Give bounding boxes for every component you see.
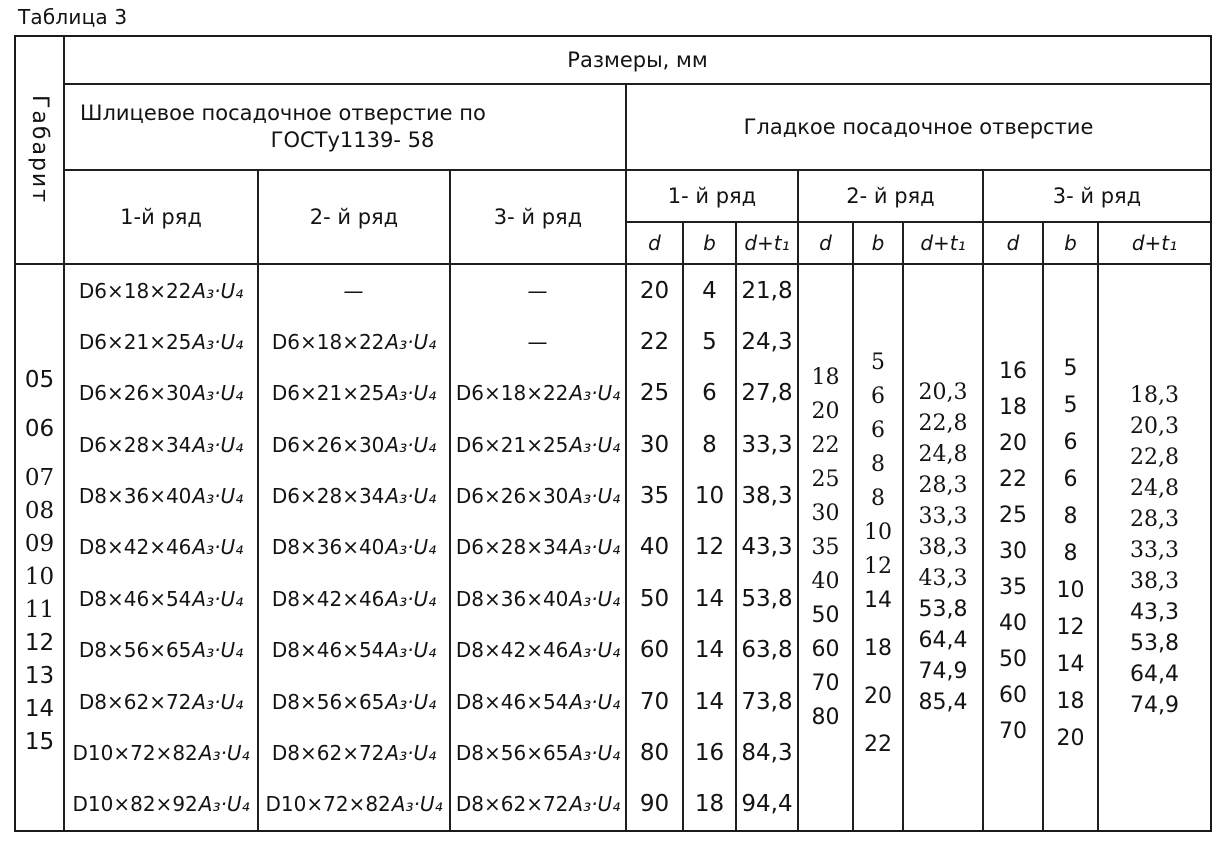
designation-fit-suffix: A₃·U₄ [569, 740, 621, 765]
dim-value: 60 [639, 637, 670, 664]
designation-fit-suffix: A₃·U₄ [385, 432, 437, 457]
designation-base: D8×42×46 [455, 638, 569, 663]
dim-value: 35 [811, 534, 840, 560]
dim-value: 6 [1063, 430, 1078, 455]
spline-designation [259, 265, 449, 316]
designation-fit-suffix: A₃·U₄ [385, 740, 437, 765]
dim-value: 43,3 [741, 534, 793, 561]
spline-row-header-2: 2- й ряд [259, 171, 451, 265]
spline-designation [259, 727, 449, 778]
designation-fit-suffix: A₃·U₄ [192, 586, 244, 611]
designation-base: D8×56×65 [455, 740, 569, 765]
dim-value: 18,3 [1130, 383, 1179, 408]
dim-value: 21,8 [741, 277, 793, 304]
gabarit-value: 06 [24, 415, 55, 442]
dim-value: 24,8 [918, 442, 968, 467]
gabarit-value: 12 [24, 629, 55, 656]
dim-value: 5 [702, 329, 717, 356]
designation-base: D6×28×34 [271, 484, 385, 509]
designation-base: D6×18×22 [455, 381, 569, 406]
dim-value: 22 [999, 466, 1027, 492]
spline-section-line1: Шлицевое посадочное отверстие по [80, 101, 486, 125]
spline-designation [451, 419, 625, 470]
dim-value: 53,8 [918, 597, 968, 622]
dim-value: 28,3 [1130, 507, 1179, 532]
dim-value: 8 [871, 485, 885, 511]
gabarit-value: 09 [24, 530, 55, 557]
dim-value: 22 [811, 432, 840, 458]
dim-value: 22,8 [1130, 445, 1179, 470]
spline-designation [259, 676, 449, 727]
spline-designation [65, 522, 257, 573]
dim-value: 38,3 [918, 535, 968, 560]
dim-value: 70 [811, 670, 840, 696]
dim-value: 20 [999, 430, 1027, 456]
designation-base: D8×46×54 [78, 586, 192, 611]
smooth-r2-b-column [854, 265, 904, 830]
smooth-r2-dt-column [904, 265, 984, 830]
spline-designation [451, 625, 625, 676]
dim-value: 43,3 [918, 566, 968, 591]
dim-value: 14 [694, 637, 725, 664]
dim-value: 33,3 [918, 504, 968, 529]
dim-value: 25 [999, 502, 1027, 528]
spline-designation [451, 265, 625, 316]
designation-fit-suffix: A₃·U₄ [385, 330, 437, 355]
designation-base: D10×72×82 [265, 792, 391, 817]
spline-designation [259, 368, 449, 419]
dim-value: 14 [694, 688, 725, 715]
dim-value: 12 [864, 553, 892, 579]
dim-value: 27,8 [741, 380, 793, 407]
designation-base: D8×46×54 [271, 638, 385, 663]
spline-section-header [65, 85, 627, 171]
spline-designation [451, 573, 625, 624]
gabarit-value: 11 [24, 596, 55, 623]
designation-fit-suffix: A₃·U₄ [192, 278, 244, 303]
dim-value: 6 [702, 380, 717, 407]
dim-value: 18 [694, 791, 725, 818]
spline-col-2 [259, 265, 451, 830]
dim-value: 20 [811, 398, 840, 424]
smooth-row-header-2: 2- й ряд [799, 171, 984, 223]
spline-designation [451, 727, 625, 778]
designation-base: D8×56×65 [271, 689, 385, 714]
spline-designation [65, 419, 257, 470]
designation-fit-suffix: A₃·U₄ [569, 535, 621, 560]
dim-value: 10 [1056, 578, 1085, 603]
dim-value: 50 [811, 602, 840, 628]
dim-value: 50 [999, 646, 1027, 672]
dim-value: 60 [999, 682, 1027, 708]
dim-value: 6 [1063, 467, 1078, 492]
gabarit-value: 14 [24, 695, 55, 722]
spline-designation [259, 573, 449, 624]
designation-base: D6×21×25 [455, 432, 569, 457]
dim-value: 4 [702, 277, 717, 304]
designation-fit-suffix: A₃·U₄ [385, 381, 437, 406]
spline-designation [259, 419, 449, 470]
smooth-r3-b-column [1044, 265, 1099, 830]
dim-value: 90 [639, 791, 670, 818]
dim-value: 14 [1056, 652, 1085, 677]
dim-value: 53,8 [741, 585, 793, 612]
dim-value: 6 [871, 383, 885, 409]
dim-value: 85,4 [918, 690, 968, 715]
dim-value: 43,3 [1130, 600, 1179, 625]
spline-designation [259, 316, 449, 367]
gabarit-value: 08 [24, 497, 55, 524]
designation-base: D8×36×40 [271, 535, 385, 560]
smooth-row-header-1: 1- й ряд [627, 171, 799, 223]
dim-value: 64,4 [1130, 662, 1179, 687]
designation-base: D6×28×34 [78, 432, 192, 457]
spline-designation [259, 625, 449, 676]
designation-fit-suffix: A₃·U₄ [385, 689, 437, 714]
spline-designation [259, 779, 449, 830]
designation-fit-suffix: A₃·U₄ [569, 484, 621, 509]
spline-designation [65, 265, 257, 316]
designation-fit-suffix: A₃·U₄ [569, 689, 621, 714]
dim-value: 16 [999, 358, 1027, 384]
spline-designation [259, 522, 449, 573]
smooth-row-header-3: 3- й ряд [984, 171, 1210, 223]
dim-value: 20 [864, 683, 892, 709]
dim-value: 50 [639, 585, 670, 612]
dim-value: 22 [639, 329, 670, 356]
spline-designation [65, 316, 257, 367]
dim-value: 80 [639, 739, 670, 766]
dim-value: 24,3 [741, 329, 793, 356]
spline-row-header-1: 1-й ряд [65, 171, 259, 265]
dim-value: 30 [811, 500, 840, 526]
spline-col-3 [451, 265, 627, 830]
dim-value: 25 [811, 466, 840, 492]
dim-value: 20,3 [918, 380, 968, 405]
dim-value: 18 [864, 635, 892, 661]
dim-value: 18 [1056, 689, 1085, 714]
dim-value: 8 [871, 451, 885, 477]
spline-designation [451, 779, 625, 830]
designation-base: D8×62×72 [455, 792, 569, 817]
spline-section-line2: ГОСТу1139- 58 [270, 128, 435, 152]
designation-base: D8×56×65 [78, 638, 192, 663]
designation-fit-suffix: A₃·U₄ [192, 638, 244, 663]
designation-base: D6×18×22 [271, 330, 385, 355]
designation-base: D8×46×54 [455, 689, 569, 714]
dim-value: 22,8 [918, 411, 968, 436]
designation-base: — [343, 278, 364, 303]
smooth-r1-b-column [684, 265, 737, 830]
gabarit-header-label: Габарит [27, 95, 52, 205]
sizes-header: Размеры, мм [65, 37, 1210, 85]
dim-value: 64,4 [918, 628, 968, 653]
dim-value: 12 [694, 534, 725, 561]
dim-value: 10 [694, 483, 725, 510]
dim-value: 25 [639, 380, 670, 407]
dim-value: 84,3 [741, 739, 793, 766]
dim-value: 10 [864, 519, 892, 545]
designation-base: D8×62×72 [78, 689, 192, 714]
subcol-dt-r1: d+t₁ [737, 223, 799, 265]
dim-value: 14 [864, 587, 892, 613]
gabarit-value: 15 [24, 728, 55, 755]
dim-value: 14 [694, 585, 725, 612]
dim-value: 73,8 [741, 688, 793, 715]
designation-fit-suffix: A₃·U₄ [569, 432, 621, 457]
dim-value: 40 [811, 568, 840, 594]
designation-base: D10×72×82 [72, 740, 198, 765]
dim-value: 40 [999, 610, 1027, 636]
dim-value: 28,3 [918, 473, 968, 498]
dim-value: 24,8 [1130, 476, 1179, 501]
spline-designation [65, 470, 257, 521]
smooth-r3-d-column [984, 265, 1044, 830]
spline-designation [65, 779, 257, 830]
designation-base: D6×26×30 [455, 484, 569, 509]
dim-value: 35 [999, 574, 1027, 600]
dim-value: 6 [871, 417, 885, 443]
dim-value: 8 [1063, 504, 1078, 529]
designation-fit-suffix: A₃·U₄ [385, 586, 437, 611]
spline-row-header-3: 3- й ряд [451, 171, 627, 265]
dim-value: 33,3 [741, 431, 793, 458]
subcol-dt-r3: d+t₁ [1099, 223, 1210, 265]
spline-designation [259, 470, 449, 521]
gabarit-value: 07 [24, 464, 55, 491]
dim-value: 8 [702, 431, 717, 458]
designation-fit-suffix: A₃·U₄ [198, 740, 250, 765]
spline-designation [65, 368, 257, 419]
designation-base: D6×28×34 [455, 535, 569, 560]
gabarit-header-cell [16, 37, 65, 265]
spline-designation [451, 368, 625, 419]
dim-value: 74,9 [1130, 693, 1179, 718]
gabarit-values-column [16, 265, 65, 830]
dim-value: 20 [639, 277, 670, 304]
designation-base: — [527, 278, 548, 303]
designation-fit-suffix: A₃·U₄ [391, 792, 443, 817]
spline-designation [65, 676, 257, 727]
dim-value: 60 [811, 636, 840, 662]
subcol-b-r1: b [684, 223, 737, 265]
dim-value: 74,9 [918, 659, 968, 684]
designation-base: D6×21×25 [271, 381, 385, 406]
smooth-section-header: Гладкое посадочное отверстие [627, 85, 1210, 171]
spline-designation [451, 522, 625, 573]
designation-fit-suffix: A₃·U₄ [198, 792, 250, 817]
designation-base: D8×42×46 [271, 586, 385, 611]
designation-base: D8×42×46 [78, 535, 192, 560]
designation-fit-suffix: A₃·U₄ [192, 484, 244, 509]
designation-base: D8×36×40 [455, 586, 569, 611]
smooth-r1-dt-column [737, 265, 799, 830]
designation-base: D6×21×25 [78, 330, 192, 355]
designation-fit-suffix: A₃·U₄ [385, 638, 437, 663]
dim-value: 94,4 [741, 791, 793, 818]
designation-base: D10×82×92 [72, 792, 198, 817]
subcol-d-r2: d [799, 223, 854, 265]
designation-fit-suffix: A₃·U₄ [569, 381, 621, 406]
dim-value: 70 [639, 688, 670, 715]
smooth-r1-d-column [627, 265, 684, 830]
designation-fit-suffix: A₃·U₄ [192, 535, 244, 560]
dim-value: 33,3 [1130, 538, 1179, 563]
designation-base: D8×36×40 [78, 484, 192, 509]
spline-designation [451, 470, 625, 521]
subcol-d-r3: d [984, 223, 1044, 265]
smooth-r2-d-column [799, 265, 854, 830]
spline-col-1 [65, 265, 259, 830]
spline-designation [65, 573, 257, 624]
spline-designation [451, 676, 625, 727]
subcol-b-r2: b [854, 223, 904, 265]
designation-fit-suffix: A₃·U₄ [192, 330, 244, 355]
gabarit-value: 05 [24, 366, 55, 393]
designation-base: — [527, 330, 548, 355]
table-title: Таблица 3 [18, 5, 128, 29]
designation-base: D6×26×30 [271, 432, 385, 457]
dim-value: 20,3 [1130, 414, 1179, 439]
dim-value: 12 [1056, 615, 1085, 640]
dim-value: 18 [999, 394, 1027, 420]
subcol-d-r1: d [627, 223, 684, 265]
designation-fit-suffix: A₃·U₄ [192, 381, 244, 406]
spline-designation [451, 316, 625, 367]
designation-fit-suffix: A₃·U₄ [569, 638, 621, 663]
dim-value: 5 [1063, 356, 1078, 381]
spline-designation [65, 727, 257, 778]
smooth-r3-dt-column [1099, 265, 1210, 830]
designation-base: D8×62×72 [271, 740, 385, 765]
dim-value: 53,8 [1130, 631, 1179, 656]
designation-fit-suffix: A₃·U₄ [385, 484, 437, 509]
dim-value: 40 [639, 534, 670, 561]
gabarit-value: 10 [24, 563, 55, 590]
dim-value: 30 [999, 538, 1027, 564]
dim-value: 35 [639, 483, 670, 510]
designation-fit-suffix: A₃·U₄ [192, 432, 244, 457]
spline-designation [65, 625, 257, 676]
dim-value: 22 [864, 731, 892, 757]
dim-value: 70 [999, 718, 1027, 744]
designation-fit-suffix: A₃·U₄ [569, 586, 621, 611]
designation-fit-suffix: A₃·U₄ [192, 689, 244, 714]
dim-value: 20 [1056, 726, 1085, 751]
gabarit-value: 13 [24, 662, 55, 689]
designation-fit-suffix: A₃·U₄ [385, 535, 437, 560]
subcol-dt-r2: d+t₁ [904, 223, 984, 265]
dim-value: 63,8 [741, 637, 793, 664]
dim-value: 5 [1063, 393, 1078, 418]
dim-value: 18 [811, 364, 840, 390]
dim-value: 5 [871, 349, 885, 375]
dim-value: 30 [639, 431, 670, 458]
dim-value: 38,3 [741, 483, 793, 510]
dim-value: 38,3 [1130, 569, 1179, 594]
designation-fit-suffix: A₃·U₄ [569, 792, 621, 817]
dim-value: 16 [694, 739, 725, 766]
dim-value: 80 [811, 704, 840, 730]
subcol-b-r3: b [1044, 223, 1099, 265]
dim-value: 8 [1063, 541, 1078, 566]
dimensions-table [14, 35, 1212, 832]
designation-base: D6×26×30 [78, 381, 192, 406]
designation-base: D6×18×22 [78, 278, 192, 303]
